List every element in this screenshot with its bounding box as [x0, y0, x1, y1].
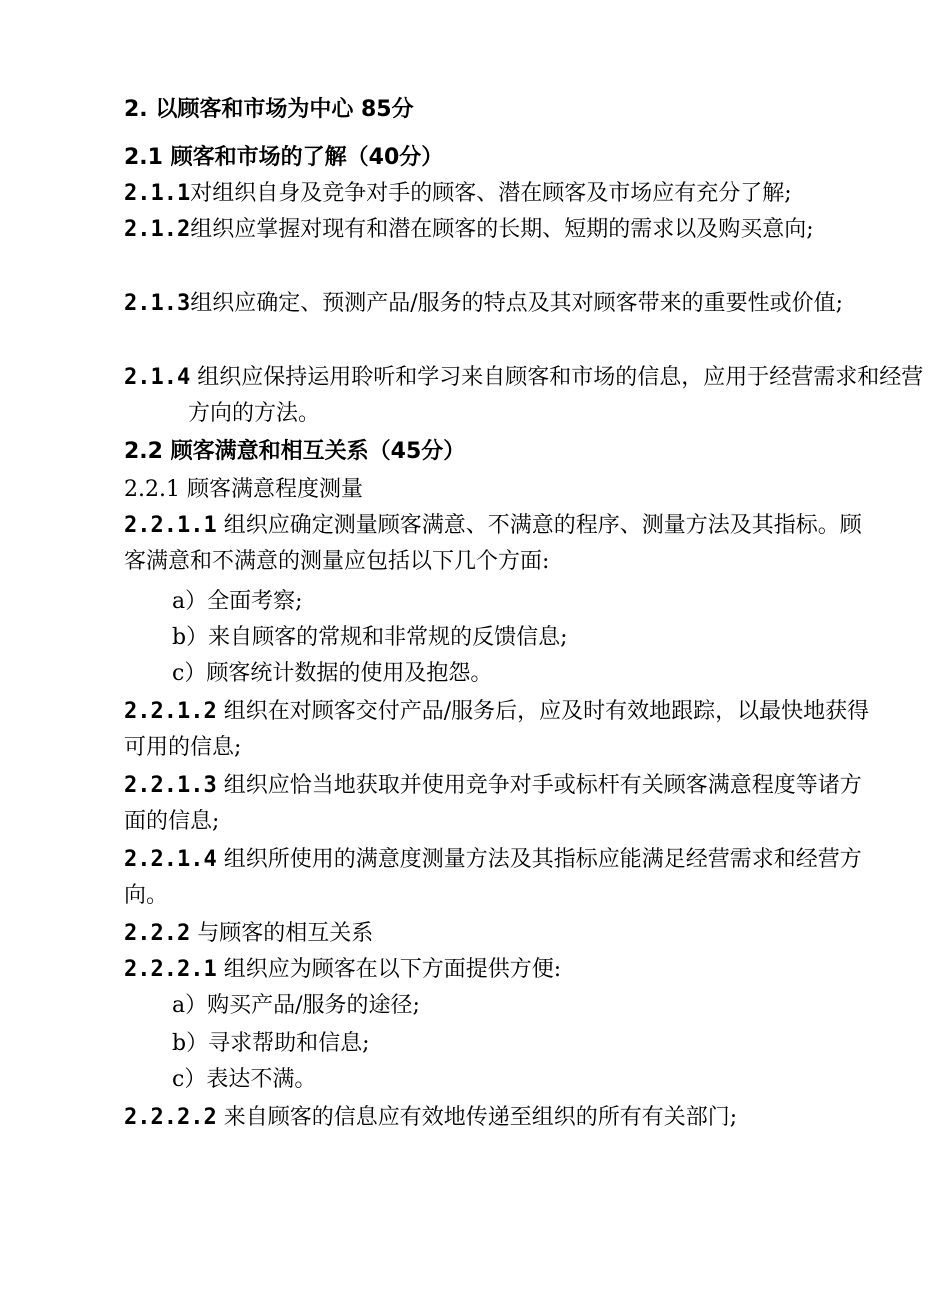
list-item: c）顾客统计数据的使用及抱怨。	[172, 661, 493, 686]
list-item: b）寻求帮助和信息;	[172, 1031, 370, 1056]
clause-number: 2.2.1.3	[124, 773, 217, 798]
subsection-2-2-2	[124, 916, 870, 952]
clause-text: 组织应为顾客在以下方面提供方便:	[216, 957, 562, 982]
clause-2-1-4	[124, 360, 934, 432]
list-item: b）来自顾客的常规和非常规的反馈信息;	[172, 625, 568, 650]
clause-text: 组织应确定、预测产品/服务的特点及其对顾客带来的重要性或价值;	[190, 291, 844, 316]
clause-2-1-1	[124, 176, 934, 212]
clause-number: 2.2.1.2	[124, 699, 217, 724]
clause-number: 2.2.1.1	[124, 513, 217, 538]
clause-2-2-1-1	[124, 508, 870, 580]
clause-2-1-3	[124, 286, 934, 322]
clause-number: 2.1.2	[124, 217, 191, 242]
clause-text: 组织应掌握对现有和潜在顾客的长期、短期的需求以及购买意向;	[190, 217, 814, 242]
section-heading-2-2: 2.2 顾客满意和相互关系（45分）	[124, 439, 466, 464]
section-heading-2: 2. 以顾客和市场为中心 85分	[124, 97, 414, 122]
clause-text: 来自顾客的信息应有效地传递至组织的所有有关部门;	[216, 1105, 738, 1130]
clause-text: 组织应确定测量顾客满意、不满意的程序、测量方法及其指标。顾客满意和不满意的测量应包括以下几个方面:	[124, 513, 862, 574]
clause-2-2-1-3	[124, 768, 870, 840]
clause-text: 对组织自身及竞争对手的顾客、潜在顾客及市场应有充分了解;	[190, 181, 792, 206]
clause-2-1-2	[124, 212, 934, 248]
list-item: c）表达不满。	[172, 1067, 317, 1092]
clause-text: 组织所使用的满意度测量方法及其指标应能满足经营需求和经营方向。	[124, 847, 862, 908]
list-item: a）购买产品/服务的途径;	[172, 993, 420, 1018]
subsection-2-2-1: 2.2.1 顾客满意程度测量	[124, 477, 363, 502]
clause-number: 2.1.1	[124, 181, 191, 206]
clause-2-2-1-4	[124, 842, 870, 914]
clause-text: 组织在对顾客交付产品/服务后，应及时有效地跟踪，以最快地获得可用的信息;	[124, 699, 870, 760]
clause-number: 2.2.2.2	[124, 1105, 217, 1130]
clause-2-2-2-2	[124, 1100, 870, 1136]
clause-number: 2.2.1.4	[124, 847, 217, 872]
clause-number: 2.2.2.1	[124, 957, 217, 982]
list-item: a）全面考察;	[172, 589, 303, 614]
clause-number: 2.2.2	[124, 921, 191, 946]
clause-number: 2.1.3	[124, 291, 191, 316]
clause-text: 组织应保持运用聆听和学习来自顾客和市场的信息，应用于经营需求和经营方向的方法。	[188, 365, 924, 426]
subsection-title: 与顾客的相互关系	[190, 921, 374, 946]
clause-2-2-2-1	[124, 952, 870, 988]
section-heading-2-1: 2.1 顾客和市场的了解（40分）	[124, 145, 444, 170]
clause-text: 组织应恰当地获取并使用竞争对手或标杆有关顾客满意程度等诸方面的信息;	[124, 773, 862, 834]
clause-2-2-1-2	[124, 694, 870, 766]
clause-number: 2.1.4	[124, 365, 191, 390]
